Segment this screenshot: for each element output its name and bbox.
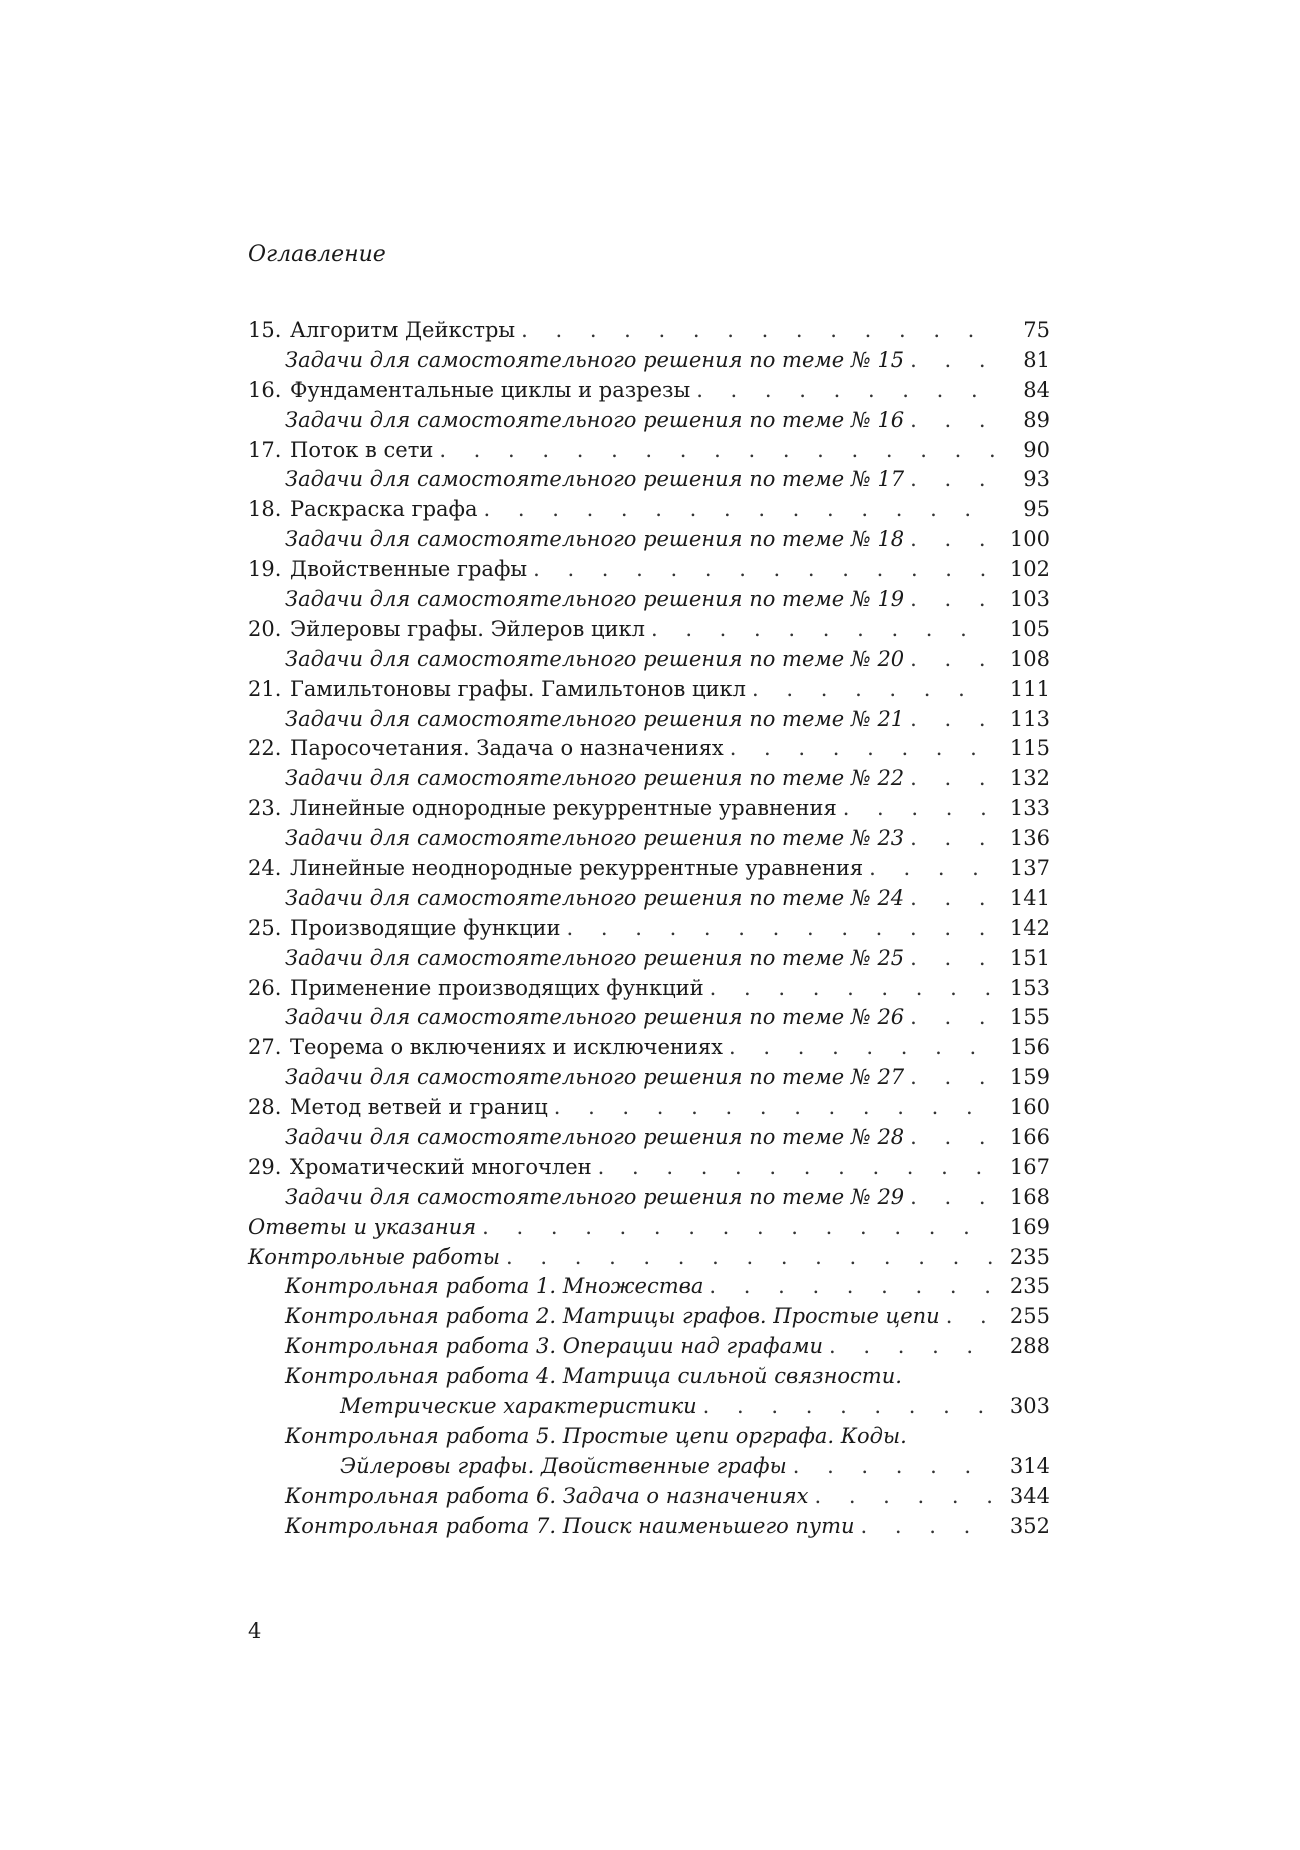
toc-title: Паросочетания. Задача о назначениях [290,734,730,764]
toc-title-part [248,376,994,406]
toc-title-part [248,1512,994,1542]
toc-page-number: 81 [1023,347,1050,372]
toc-entry[interactable] [248,794,1050,824]
toc-title-part [248,764,994,794]
toc-dot-leader [506,1243,994,1273]
toc-page-number: 132 [1009,766,1050,791]
toc-entry[interactable] [248,764,1050,794]
toc-title: Фундаментальные циклы и разрезы [290,376,696,406]
toc-chapter-number: 23. [248,796,282,821]
toc-dot-leader [730,734,994,764]
toc-dot-leader [729,1033,994,1063]
running-head: Оглавление [248,242,386,267]
toc-page-number: 153 [1009,975,1050,1000]
toc-title-part [248,316,994,346]
toc-entry[interactable] [248,1213,1050,1243]
toc-dot-leader [910,884,994,914]
toc-page-number: 108 [1009,646,1050,671]
toc-title-part [248,436,994,466]
toc-page-number: 352 [1009,1513,1050,1538]
toc-title-part [248,1243,994,1273]
toc-chapter-number: 15. [248,317,282,342]
toc-title: Применение производящих функций [290,974,710,1004]
toc-entry[interactable] [248,1123,1050,1153]
toc-chapter-number: 27. [248,1035,282,1060]
toc-title: Задачи для самостоятельного решения по теме № 21 [285,705,910,735]
toc-entry[interactable] [248,734,1050,764]
toc-page-number: 235 [1009,1244,1050,1269]
toc-title: Хроматический многочлен [290,1153,598,1183]
toc-title-part [248,1213,994,1243]
toc-title: Двойственные графы [290,555,533,585]
toc-page-number: 75 [1023,317,1050,342]
toc-title: Контрольная работа 4. Матрица сильной связности. [285,1362,908,1392]
toc-title: Задачи для самостоятельного решения по теме № 22 [285,764,910,794]
toc-page-number: 141 [1009,885,1050,910]
toc-page-number: 344 [1009,1483,1050,1508]
toc-chapter-number: 22. [248,736,282,761]
toc-entry[interactable] [248,1153,1050,1183]
toc-title: Контрольная работа 3. Операции над графами [285,1332,829,1362]
toc-dot-leader [869,854,994,884]
toc-chapter-number: 29. [248,1154,282,1179]
toc-entry[interactable] [248,974,1050,1004]
toc-dot-leader [946,1302,994,1332]
toc-title: Задачи для самостоятельного решения по теме № 25 [285,944,910,974]
toc-dot-leader [521,316,994,346]
toc-dot-leader [910,346,994,376]
toc-title: Эйлеровы графы. Эйлеров цикл [290,615,651,645]
toc-entry[interactable] [248,406,1050,436]
toc-entry[interactable] [248,705,1050,735]
toc-page-number: 89 [1023,407,1050,432]
toc-dot-leader [910,406,994,436]
toc-page-number: 235 [1009,1274,1050,1299]
toc-dot-leader [793,1452,994,1482]
toc-dot-leader [910,465,994,495]
toc-dot-leader [709,1272,994,1302]
toc-title: Контрольная работа 7. Поиск наименьшего пути [285,1512,861,1542]
toc-dot-leader [910,705,994,735]
toc-entry[interactable] [248,376,1050,406]
toc-title: Задачи для самостоятельного решения по теме № 15 [285,346,910,376]
toc-title-part [248,974,994,1004]
toc-entry[interactable] [248,1003,1050,1033]
toc-dot-leader [484,495,994,525]
toc-page-number: 90 [1023,437,1050,462]
table-of-contents [248,316,1050,1542]
page-number: 4 [248,1619,262,1643]
toc-dot-leader [910,1003,994,1033]
toc-page-number: 105 [1009,616,1050,641]
toc-title-part [248,1302,994,1332]
toc-title: Метрические характеристики [340,1392,703,1422]
toc-entry[interactable] [248,1512,1050,1542]
toc-page-number: 103 [1009,587,1050,611]
toc-title-part [248,1392,994,1422]
toc-title-part [248,824,994,854]
toc-title: Задачи для самостоятельного решения по теме № 27 [285,1063,910,1093]
toc-title: Линейные неоднородные рекуррентные уравнения [290,854,869,884]
toc-page-number: 133 [1009,796,1050,821]
toc-title: Задачи для самостоятельного решения по теме № 17 [285,465,910,495]
toc-entry[interactable] [248,1093,1050,1123]
toc-title-part [248,1362,1050,1392]
toc-entry[interactable] [248,1332,1050,1362]
toc-title: Производящие функции [290,914,567,944]
toc-page-number: 255 [1009,1304,1050,1329]
toc-entry[interactable] [248,944,1050,974]
toc-title: Задачи для самостоятельного решения по теме № 19 [285,585,910,615]
toc-entry[interactable] [248,465,1050,495]
toc-entry[interactable] [248,1422,1050,1452]
toc-dot-leader [843,794,994,824]
toc-page-number: 142 [1009,915,1050,940]
toc-entry[interactable] [248,1273,1050,1303]
toc-title: Линейные однородные рекуррентные уравнения [290,794,843,824]
toc-dot-leader [910,764,994,794]
toc-entry[interactable] [248,1183,1050,1213]
toc-dot-leader [696,376,994,406]
toc-dot-leader [829,1332,994,1362]
toc-page-number: 136 [1009,826,1050,851]
toc-chapter-number: 16. [248,377,282,402]
toc-page-number: 151 [1009,945,1050,970]
toc-title-part [248,1093,994,1123]
toc-title-part [248,705,994,735]
toc-title-part [248,1063,994,1093]
toc-page-number: 84 [1023,377,1050,402]
toc-chapter-number: 25. [248,915,282,940]
toc-entry[interactable] [248,1482,1050,1512]
toc-title: Задачи для самостоятельного решения по теме № 18 [285,525,910,555]
toc-page-number: 167 [1009,1154,1050,1179]
toc-dot-leader [554,1093,994,1123]
toc-entry[interactable] [248,1033,1050,1063]
toc-title: Алгоритм Дейкстры [290,316,521,346]
toc-dot-leader [910,944,994,974]
toc-title: Задачи для самостоятельного решения по теме № 26 [285,1003,910,1033]
toc-title: Контрольные работы [248,1243,506,1273]
toc-dot-leader [814,1482,994,1512]
toc-chapter-number: 26. [248,975,282,1000]
toc-dot-leader [710,974,994,1004]
toc-title-part [248,794,994,824]
toc-title-part [248,944,994,974]
toc-entry[interactable] [248,1063,1050,1093]
toc-title-part [248,1482,994,1512]
toc-page-number: 111 [1009,676,1050,701]
toc-entry[interactable] [248,824,1050,854]
toc-title: Контрольная работа 1. Множества [285,1272,709,1302]
toc-title-part [248,884,994,914]
toc-page-number: 155 [1009,1005,1050,1030]
toc-page-number: 303 [1009,1394,1050,1419]
toc-title-part [248,1332,994,1362]
toc-dot-leader [910,525,994,555]
toc-page-number: 169 [1009,1214,1050,1239]
toc-dot-leader [910,645,994,675]
toc-page-number: 95 [1023,497,1050,522]
toc-entry[interactable] [248,585,1050,615]
toc-page-number: 156 [1009,1035,1050,1060]
toc-page-number: 314 [1009,1453,1050,1478]
toc-dot-leader [910,824,994,854]
toc-dot-leader [910,585,994,615]
toc-dot-leader [703,1392,994,1422]
toc-page-number: 93 [1023,467,1050,492]
toc-title-part [248,1422,1050,1452]
toc-dot-leader [910,1063,994,1093]
toc-title: Задачи для самостоятельного решения по теме № 20 [285,645,910,675]
toc-dot-leader [910,1123,994,1153]
toc-entry[interactable] [248,1392,1050,1422]
toc-entry[interactable] [248,854,1050,884]
toc-page-number: 113 [1009,706,1050,731]
toc-title-part [248,1452,994,1482]
toc-title-part [248,1153,994,1183]
toc-entry[interactable] [248,436,1050,466]
toc-title-part [248,1033,994,1063]
toc-title-part [248,734,994,764]
toc-title: Теорема о включениях и исключениях [290,1033,729,1063]
toc-title: Поток в сети [290,436,439,466]
toc-entry[interactable] [248,1243,1050,1273]
toc-chapter-number: 19. [248,557,282,582]
toc-title-part [248,525,994,555]
toc-title: Раскраска графа [290,495,484,525]
toc-title-part [248,615,994,645]
toc-chapter-number: 18. [248,497,282,522]
toc-entry[interactable] [248,914,1050,944]
toc-title-part [248,346,994,376]
toc-entry[interactable] [248,645,1050,675]
toc-entry[interactable] [248,525,1050,555]
toc-entry[interactable] [248,615,1050,645]
toc-dot-leader [910,1183,994,1213]
toc-title: Контрольная работа 5. Простые цепи орграфа. Коды. [285,1422,913,1452]
toc-title-part [248,854,994,884]
toc-title-part [248,914,994,944]
toc-title: Задачи для самостоятельного решения по теме № 29 [285,1183,910,1213]
toc-title-part [248,585,994,615]
toc-entry[interactable] [248,495,1050,525]
toc-entry[interactable] [248,675,1050,705]
toc-dot-leader [482,1213,994,1243]
toc-dot-leader [533,555,994,585]
toc-title-part [248,555,994,585]
toc-entry[interactable] [248,316,1050,346]
toc-page-number: 288 [1009,1334,1050,1359]
toc-title: Контрольная работа 6. Задача о назначениях [285,1482,814,1512]
toc-chapter-number: 24. [248,856,282,881]
toc-entry[interactable] [248,1452,1050,1482]
toc-title: Метод ветвей и границ [290,1093,554,1123]
toc-title: Задачи для самостоятельного решения по теме № 16 [285,406,910,436]
toc-title-part [248,465,994,495]
toc-title-part [248,675,994,705]
toc-title-part [248,1272,994,1302]
toc-page-number: 100 [1009,527,1050,552]
toc-chapter-number: 20. [248,616,282,641]
toc-title-part [248,406,994,436]
toc-page-number: 115 [1009,736,1050,761]
toc-title: Задачи для самостоятельного решения по теме № 23 [285,824,910,854]
toc-entry[interactable] [248,1302,1050,1332]
toc-dot-leader [567,914,994,944]
toc-entry[interactable] [248,555,1050,585]
toc-page-number: 168 [1009,1184,1050,1209]
toc-title-part [248,495,994,525]
toc-title: Контрольная работа 2. Матрицы графов. Простые цепи [285,1302,946,1332]
toc-page-number: 166 [1009,1125,1050,1150]
toc-page-number: 159 [1009,1065,1050,1090]
toc-page-number: 137 [1009,856,1050,881]
toc-title: Гамильтоновы графы. Гамильтонов цикл [290,675,752,705]
toc-chapter-number: 21. [248,676,282,701]
toc-dot-leader [861,1512,994,1542]
toc-title-part [248,645,994,675]
toc-title: Задачи для самостоятельного решения по теме № 24 [285,884,910,914]
toc-page-number: 160 [1009,1095,1050,1120]
toc-dot-leader [598,1153,994,1183]
toc-dot-leader [651,615,994,645]
toc-entry[interactable] [248,346,1050,376]
toc-chapter-number: 28. [248,1095,282,1120]
toc-title: Эйлеровы графы. Двойственные графы [340,1452,793,1482]
toc-title: Задачи для самостоятельного решения по теме № 28 [285,1123,910,1153]
toc-title-part [248,1183,994,1213]
toc-page-number: 102 [1009,557,1050,582]
toc-dot-leader [752,675,994,705]
toc-title: Ответы и указания [248,1213,482,1243]
toc-title-part [248,1003,994,1033]
toc-dot-leader [439,436,994,466]
toc-entry[interactable] [248,1362,1050,1392]
toc-title-part [248,1123,994,1153]
toc-entry[interactable] [248,884,1050,914]
toc-chapter-number: 17. [248,437,282,462]
